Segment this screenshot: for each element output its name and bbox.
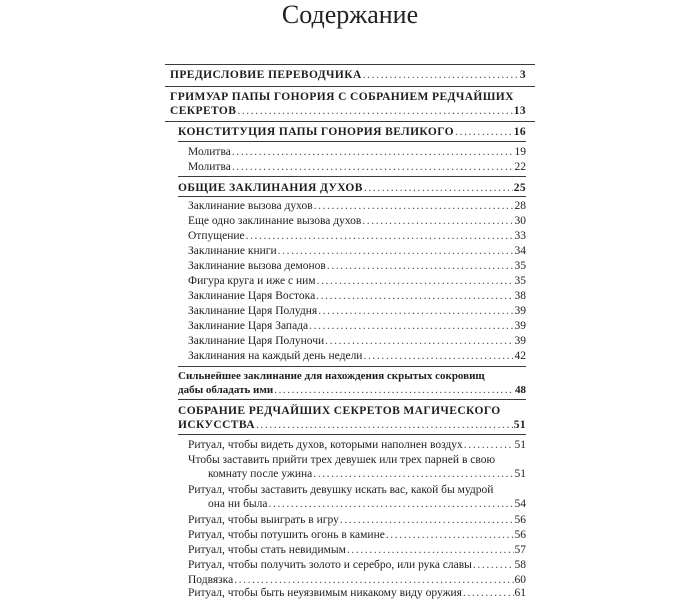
leader-dots [234, 573, 513, 587]
toc-entry-title: Ритуал, чтобы выиграть в игру [188, 514, 339, 526]
section-rule [178, 141, 526, 142]
toc-page-number: 58 [514, 559, 526, 571]
toc-entry-title: комнату после ужина [208, 468, 313, 480]
toc-entry-title: СЕКРЕТОВ [170, 105, 237, 117]
toc-entry-title: Заклинание Царя Запада [188, 320, 309, 332]
toc-entry[interactable] [188, 229, 526, 243]
toc-page-number: 42 [514, 350, 526, 362]
toc-page-number: 25 [513, 182, 526, 194]
toc-entry-title: дабы обладать ими [178, 384, 274, 396]
section-rule [178, 366, 526, 367]
toc-page-number: 54 [514, 498, 526, 510]
leader-dots [274, 383, 514, 397]
leader-dots [317, 274, 514, 288]
top-rule [165, 64, 535, 65]
toc-page-number: 35 [514, 260, 526, 272]
toc-entry[interactable] [188, 513, 526, 527]
toc-page-number: 13 [513, 105, 526, 117]
toc-entry-title: Фигура круга и иже с ним [188, 275, 316, 287]
toc-entry[interactable] [188, 259, 526, 273]
toc-entry-title-line1: СОБРАНИЕ РЕДЧАЙШИХ СЕКРЕТОВ МАГИЧЕСКОГО [178, 405, 501, 417]
toc-entry[interactable] [188, 543, 526, 557]
toc-entry-title-line1: Ритуал, чтобы заставить девушку искать вас, какой бы мудрой [188, 484, 494, 496]
toc-entry[interactable] [188, 160, 526, 174]
toc-entry-title: Заклинание вызова духов [188, 200, 313, 212]
toc-entry-title: Заклинания на каждый день недели [188, 350, 363, 362]
toc-page-number: 38 [514, 290, 526, 302]
toc-page-number: 61 [514, 587, 526, 599]
toc-entry[interactable] [188, 528, 526, 542]
leader-dots [313, 467, 513, 481]
toc-page-number: 28 [514, 200, 526, 212]
leader-dots [309, 319, 513, 333]
toc-entry-title: КОНСТИТУЦИЯ ПАПЫ ГОНОРИЯ ВЕЛИКОГО [178, 126, 455, 138]
toc-entry-title: ПРЕДИСЛОВИЕ ПЕРЕВОДЧИКА [170, 69, 362, 81]
toc-page-number: 35 [514, 275, 526, 287]
toc-page-number: 56 [514, 514, 526, 526]
toc-entry-title: Отпущение [188, 230, 245, 242]
leader-dots [363, 349, 513, 363]
toc-entry-title: Подвязка [188, 574, 234, 586]
leader-dots [327, 259, 514, 273]
toc-entry[interactable] [178, 404, 526, 432]
toc-page-number: 39 [514, 320, 526, 332]
leader-dots [278, 244, 514, 258]
section-rule [178, 196, 526, 197]
section-rule [178, 399, 526, 400]
toc-entry[interactable] [188, 586, 526, 600]
toc-entry-title: Ритуал, чтобы потушить огонь в камине [188, 529, 385, 541]
toc-entry-title: Заклинание Царя Востока [188, 290, 316, 302]
toc-entry-title: Молитва [188, 146, 231, 158]
toc-entry[interactable] [188, 244, 526, 258]
toc-page-number: 56 [514, 529, 526, 541]
toc-entry-title: Еще одно заклинание вызова духов [188, 215, 362, 227]
toc-entry[interactable] [188, 319, 526, 333]
toc-entry[interactable] [170, 68, 526, 82]
toc-page-number: 51 [513, 419, 526, 431]
leader-dots [246, 229, 514, 243]
toc-entry-title: Заклинание Царя Полуночи [188, 335, 325, 347]
toc-page-number: 51 [514, 468, 526, 480]
toc-entry-title: Ритуал, чтобы видеть духов, которыми наполнен воздух [188, 439, 463, 451]
toc-page-number: 3 [519, 69, 526, 81]
toc-entry[interactable] [188, 438, 526, 452]
toc-page-number: 39 [514, 335, 526, 347]
section-rule [178, 176, 526, 177]
toc-page-number: 51 [514, 439, 526, 451]
toc-entry[interactable] [188, 558, 526, 572]
toc-page-number: 19 [514, 146, 526, 158]
toc-entry[interactable] [188, 304, 526, 318]
toc-page-number: 16 [513, 126, 526, 138]
toc-page-number: 34 [514, 245, 526, 257]
leader-dots [318, 304, 513, 318]
toc-entry-title: Заклинание книги [188, 245, 277, 257]
toc-entry[interactable] [188, 349, 526, 363]
toc-entry-title: Молитва [188, 161, 231, 173]
toc-entry[interactable] [188, 573, 526, 587]
leader-dots [386, 528, 514, 542]
toc-entry-title: ОБЩИЕ ЗАКЛИНАНИЯ ДУХОВ [178, 182, 363, 194]
leader-dots [237, 104, 512, 118]
toc-page-number: 30 [514, 215, 526, 227]
toc-entry-title: Заклинание Царя Полудня [188, 305, 318, 317]
leader-dots [455, 125, 513, 139]
toc-entry[interactable] [178, 181, 526, 195]
toc-entry[interactable] [188, 199, 526, 213]
leader-dots [473, 558, 514, 572]
toc-entry-title-line1: ГРИМУАР ПАПЫ ГОНОРИЯ С СОБРАНИЕМ РЕДЧАЙШИХ [170, 91, 514, 103]
toc-entry[interactable] [188, 334, 526, 348]
section-rule [165, 86, 535, 87]
toc-entry-title: она ни была [208, 498, 268, 510]
leader-dots [464, 438, 514, 452]
toc-entry-title: Заклинание вызова демонов [188, 260, 326, 272]
toc-entry-title: ИСКУССТВА [178, 419, 255, 431]
leader-dots [232, 145, 514, 159]
leader-dots [364, 181, 513, 195]
leader-dots [363, 68, 519, 82]
leader-dots [325, 334, 513, 348]
leader-dots [316, 289, 513, 303]
toc-page-number: 57 [514, 544, 526, 556]
toc-entry[interactable] [188, 289, 526, 303]
toc-entry-title: Ритуал, чтобы получить золото и серебро, или рука славы [188, 559, 472, 571]
toc-entry[interactable] [178, 369, 526, 397]
toc-page-number: 48 [515, 384, 526, 396]
toc-entry[interactable] [178, 125, 526, 139]
section-rule [178, 434, 526, 435]
leader-dots [463, 586, 514, 600]
leader-dots [232, 160, 514, 174]
section-rule [165, 121, 535, 122]
toc-entry-title: Ритуал, чтобы быть неуязвимым никакому виду оружия [188, 587, 462, 599]
leader-dots [256, 418, 513, 432]
toc-entry[interactable] [188, 453, 526, 481]
toc-entry[interactable] [188, 274, 526, 288]
toc-entry-title-line1: Сильнейшее заклинание для нахождения скрытых сокровищ [178, 370, 485, 382]
toc-page-number: 60 [514, 574, 526, 586]
toc-entry-title-line1: Чтобы заставить прийти трех девушек или трех парней в свою [188, 454, 496, 466]
toc-entry-title: Ритуал, чтобы стать невидимым [188, 544, 346, 556]
page-title: Содержание [281, 0, 419, 29]
toc-page-number: 33 [514, 230, 526, 242]
toc-entry[interactable] [188, 145, 526, 159]
leader-dots [269, 497, 514, 511]
leader-dots [314, 199, 514, 213]
leader-dots [347, 543, 514, 557]
toc-page-number: 39 [514, 305, 526, 317]
toc-entry[interactable] [170, 90, 526, 118]
leader-dots [340, 513, 514, 527]
leader-dots [362, 214, 513, 228]
toc-entry[interactable] [188, 214, 526, 228]
toc-entry[interactable] [188, 483, 526, 511]
toc-page-number: 22 [514, 161, 526, 173]
